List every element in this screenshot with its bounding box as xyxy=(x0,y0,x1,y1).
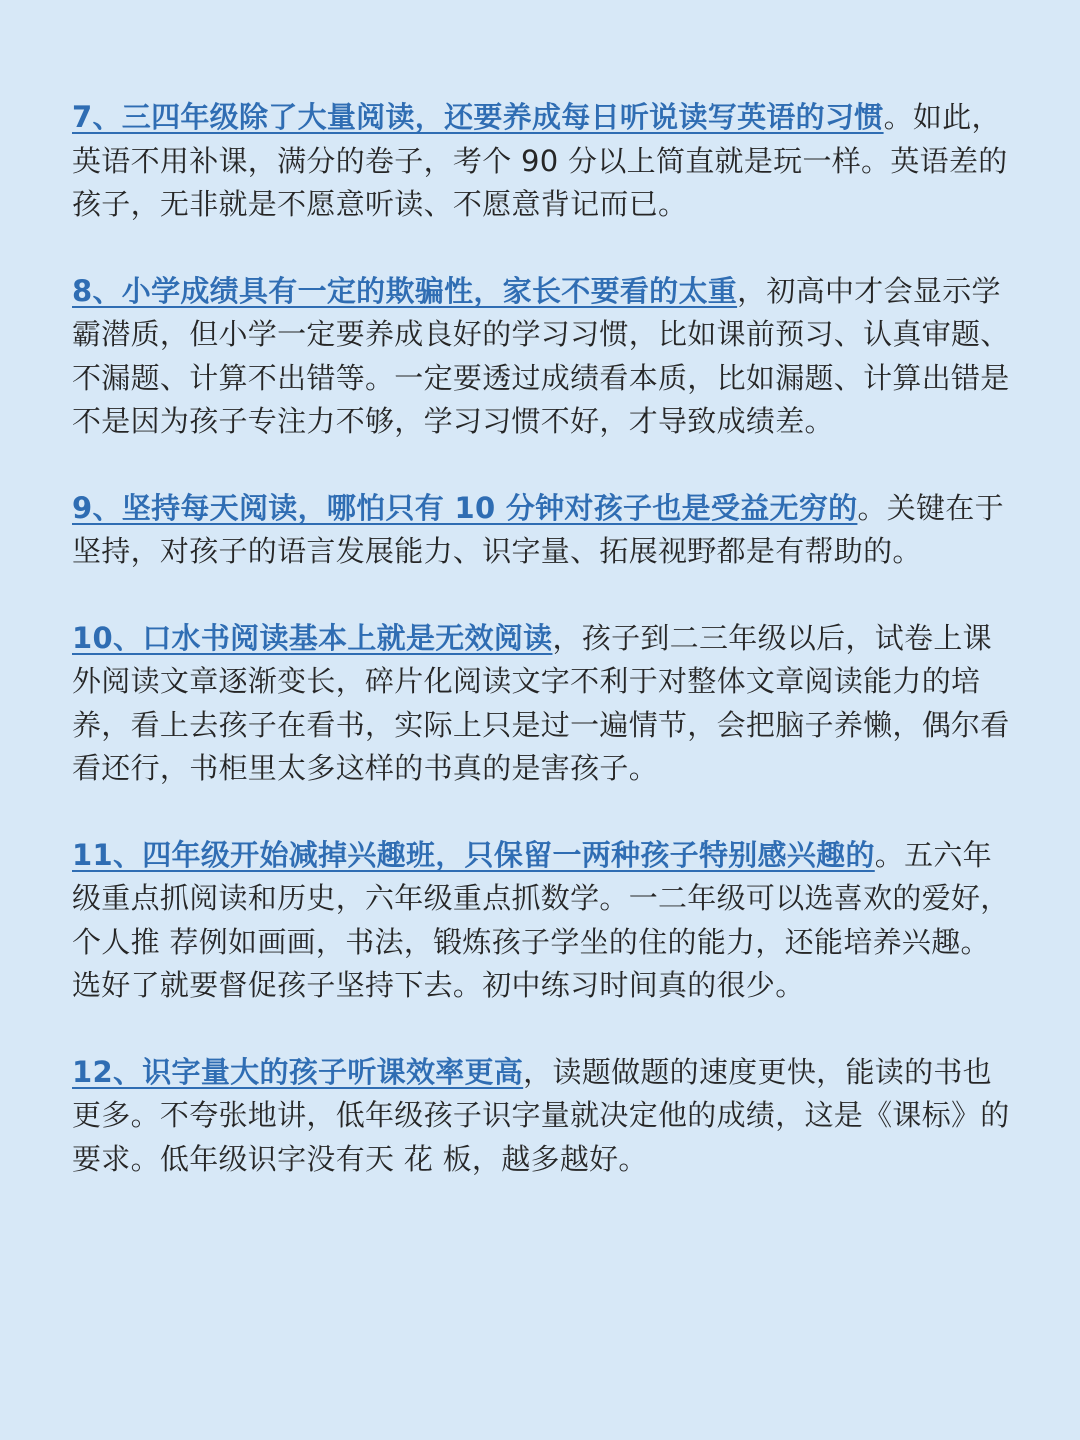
tip-body: 。如此，英语不用补课，满分的卷子，考个 90 分以上简直就是玩一样。英语差的孩子，无非就是不愿意听读、不愿意背记而已。 xyxy=(72,100,1008,221)
tip-item-12 xyxy=(72,1051,1012,1182)
tip-item-9 xyxy=(72,487,1012,574)
tip-heading: 8、小学成绩具有一定的欺骗性，家长不要看的太重 xyxy=(72,273,738,308)
tip-item-7 xyxy=(72,96,1012,227)
tip-body: 。关键在于坚持，对孩子的语言发展能力、识字量、拓展视野都是有帮助的。 xyxy=(72,490,1004,568)
tips-list xyxy=(72,96,1012,1224)
tip-body: 。五六年级重点抓阅读和历史，六年级重点抓数学。一二年级可以选喜欢的爱好，个人推 荐例如画画，书法，锻炼孩子学坐的住的能力，还能培养兴趣。选好了就要督促孩子坚持下去。初中练习时间真的很少。 xyxy=(72,837,1010,1002)
tip-heading: 11、四年级开始减掉兴趣班，只保留一两种孩子特别感兴趣的 xyxy=(72,837,875,872)
tip-heading: 10、口水书阅读基本上就是无效阅读 xyxy=(72,620,553,655)
tip-item-10 xyxy=(72,617,1012,791)
tip-heading: 7、三四年级除了大量阅读，还要养成每日听说读写英语的习惯 xyxy=(72,100,884,134)
tip-body: ，孩子到二三年级以后，试卷上课外阅读文章逐渐变长，碎片化阅读文字不利于对整体文章阅读能力的培养，看上去孩子在看书，实际上只是过一遍情节，会把脑子养懒，偶尔看看还行，书柜里太多这样的书真的是害孩子。 xyxy=(72,620,1010,785)
tip-item-8 xyxy=(72,270,1012,444)
tip-body: ，初高中才会显示学霸潜质，但小学一定要养成良好的学习习惯，比如课前预习、认真审题、不漏题、计算不出错等。一定要透过成绩看本质，比如漏题、计算出错是不是因为孩子专注力不够，学习习惯不好，才导致成绩差。 xyxy=(72,273,1010,438)
tip-heading: 12、识字量大的孩子听课效率更高 xyxy=(72,1054,524,1089)
tip-item-11 xyxy=(72,834,1012,1008)
tip-body: ，读题做题的速度更快，能读的书也更多。不夸张地讲，低年级孩子识字量就决定他的成绩，这是《课标》的要求。低年级识字没有天 花 板，越多越好。 xyxy=(72,1054,1010,1176)
tip-heading: 9、坚持每天阅读，哪怕只有 10 分钟对孩子也是受益无穷的 xyxy=(72,490,858,525)
